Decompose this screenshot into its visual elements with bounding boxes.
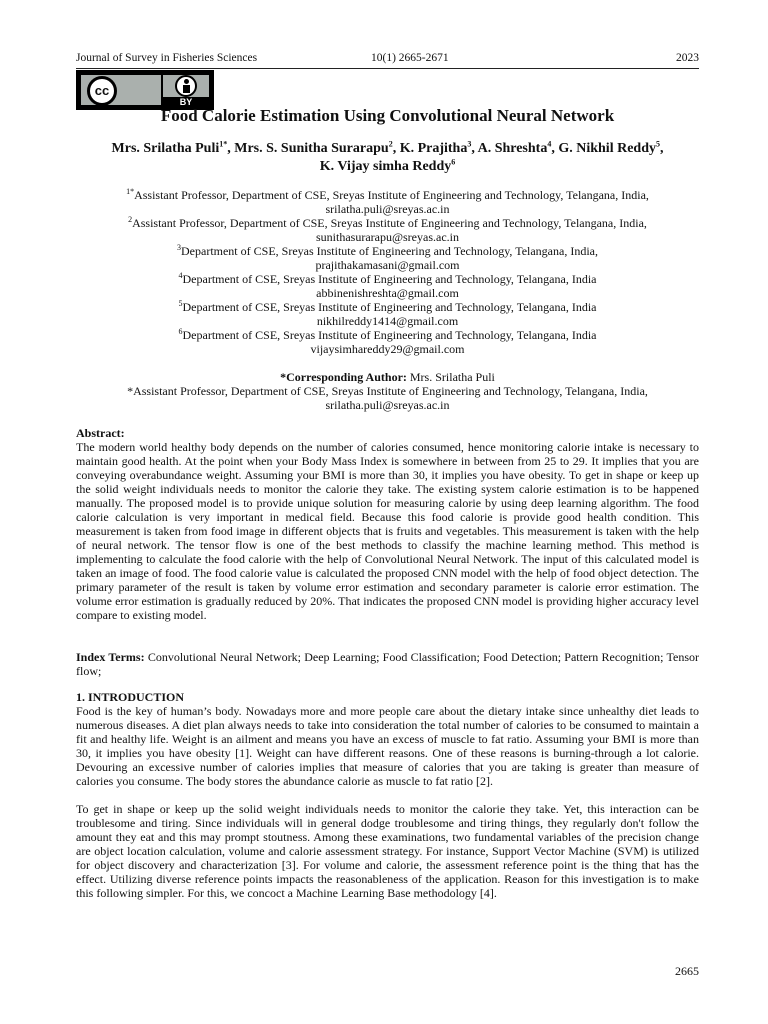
corresponding-email[interactable]: srilatha.puli@sreyas.ac.in xyxy=(325,398,450,412)
corresponding-author xyxy=(76,370,699,412)
affiliation-email[interactable]: sunithasurarapu@sreyas.ac.in xyxy=(315,230,459,244)
author-name: Mrs. Srilatha Puli xyxy=(111,141,220,156)
attribution-person-icon xyxy=(175,75,197,97)
index-terms-label: Index Terms: xyxy=(76,650,145,664)
author-name: G. Nikhil Reddy xyxy=(558,141,656,156)
author-name: K. Prajitha xyxy=(399,141,468,156)
corresponding-label: *Corresponding Author: xyxy=(280,370,407,384)
corresponding-name: Mrs. Srilatha Puli xyxy=(409,370,495,384)
running-header xyxy=(76,52,699,69)
abstract-section xyxy=(76,426,699,622)
abstract-heading: Abstract: xyxy=(76,426,125,440)
author-list: Mrs. Srilatha Puli$^{1*}$, Mrs. S. Sunitha Surarapu$^2$, K. Prajitha$^3$, A. Shreshta$^4$, G. Nikhil Reddy$^5$, K. Vijay simha Reddy$^6$ xyxy=(111,139,664,174)
affiliation-email[interactable]: nikhilreddy1414@gmail.com xyxy=(316,314,459,328)
affiliation-email[interactable]: srilatha.puli@sreyas.ac.in xyxy=(325,202,450,216)
issue-pages: 10(1) 2665-2671 xyxy=(371,52,449,64)
index-terms-text: Convolutional Neural Network; Deep Learning; Food Classification; Food Detection; Pattern Recognition; Tensor flow; xyxy=(76,650,700,678)
cc-logo-panel xyxy=(81,75,161,105)
author-name: K. Vijay simha Reddy xyxy=(319,159,452,174)
affiliation-line: $^3$Department of CSE, Sreyas Institute of Engineering and Technology, Telangana, India, xyxy=(177,243,598,258)
index-terms-section xyxy=(76,650,699,678)
affiliation-line: $^6$Department of CSE, Sreyas Institute of Engineering and Technology, Telangana, India xyxy=(178,327,597,342)
journal-name: Journal of Survey in Fisheries Sciences xyxy=(76,52,258,64)
affiliations xyxy=(76,188,699,356)
section-heading: 1. INTRODUCTION xyxy=(76,690,185,704)
corresponding-affiliation: *Assistant Professor, Department of CSE, Sreyas Institute of Engineering and Technology, Telangana, India, xyxy=(127,384,648,398)
author-name: A. Shreshta xyxy=(477,141,548,156)
abstract-text: The modern world healthy body depends on the number of calories consumed, hence monitoring calorie intake is necessary to maintain good health. At the point when your Body Mass Index is somewhere in between from 25 to 29. It implies that you are conveying overabundance weight. Assuming your BMI is more than 30, it implies you have obesity. To get in shape or keep up the solid weight individuals needs to monitor the calorie they take. The existing system calorie estimation is to be happened manually. The proposed model is to provide unique solution for measuring calorie by using deep learning algorithm. The food calorie calculation is very important in medical field. Because this food calorie is provide good health condition. This measurement is taken from food image in different objects that is fruits and vegetables. This measurement is taken with the help of neural network. The tensor flow is one of the best methods to classify the machine learning method. This method is implementing to calculate the food calorie with the help of Convolutional Neural Network. The input of this calculated model is taken an image of food. The food calorie value is calculated the proposed CNN model with the help of food object detection. The primary parameter of the result is taken by volume error estimation and secondary parameter is calorie error estimation. The volume error estimation is gradually reduced by 20%. That indicates the proposed CNN model is providing higher accuracy level compare to existing model. xyxy=(76,440,699,622)
author-name: Mrs. S. Sunitha Surarapu xyxy=(234,141,389,156)
cc-icon: cc xyxy=(87,76,117,106)
affiliation-email[interactable]: prajithakamasani@gmail.com xyxy=(315,258,460,272)
affiliation-line: $^2$Assistant Professor, Department of CSE, Sreyas Institute of Engineering and Technology, Telangana, India, xyxy=(128,215,647,230)
introduction-section xyxy=(76,690,699,900)
attribution-panel xyxy=(163,75,209,97)
affiliation-line: $^{1*}$Assistant Professor, Department of CSE, Sreyas Institute of Engineering and Technology, Telangana, India, xyxy=(126,187,649,202)
body-paragraph: Food is the key of human’s body. Nowadays more and more people care about the dietary intake since unhealthy diet leads to numerous diseases. A diet plan always needs to take into consideration the total number of calories to be consumed to maintain a fit and healthy life. Weight is an ailment and means you have an excess of muscle to fat ratio. Assuming your BMI is more than 30, it implies you have obesity [1]. Weight can have different reasons. One of these reasons is burning-through a lot calorie. Devouring an excessive number of calories implies that measure of calories that you are taking is greater than measure of calories you consume. The body stores the abundance calorie as muscle to fat ratio [2]. xyxy=(76,704,699,788)
cc-by-license-badge[interactable] xyxy=(76,70,214,110)
publication-year: 2023 xyxy=(676,52,699,64)
page-number: 2665 xyxy=(675,964,699,978)
affiliation-email[interactable]: vijaysimhareddy29@gmail.com xyxy=(310,342,465,356)
affiliation-line: $^5$Department of CSE, Sreyas Institute of Engineering and Technology, Telangana, India xyxy=(178,299,597,314)
paper-title: Food Calorie Estimation Using Convolutional Neural Network xyxy=(160,106,615,125)
affiliation-email[interactable]: abbinenishreshta@gmail.com xyxy=(316,286,459,300)
affiliation-line: $^4$Department of CSE, Sreyas Institute of Engineering and Technology, Telangana, India xyxy=(178,271,597,286)
body-paragraph: To get in shape or keep up the solid weight individuals needs to monitor the calorie they take. Yet, this interaction can be troublesome and tiring. Since individuals will in general dodge troublesome and tiring things, they regularly don't follow the amount they eat and this may prompt stoutness. Among these examinations, two fundamental variables of the precision change are object location calculation, volume and calorie assessment strategy. For instance, Support Vector Machine (SVM) is utilized for object discovery and characterization [3]. For volume and calorie, the assessment reference point is the thing that has the effect. Utilizing diverse reference points impacts the reasonableness of the application. Reason for this investigation is to make this following simpler. For this, we concoct a Machine Learning Base methodology [4]. xyxy=(76,802,699,900)
by-label: BY xyxy=(179,97,193,107)
